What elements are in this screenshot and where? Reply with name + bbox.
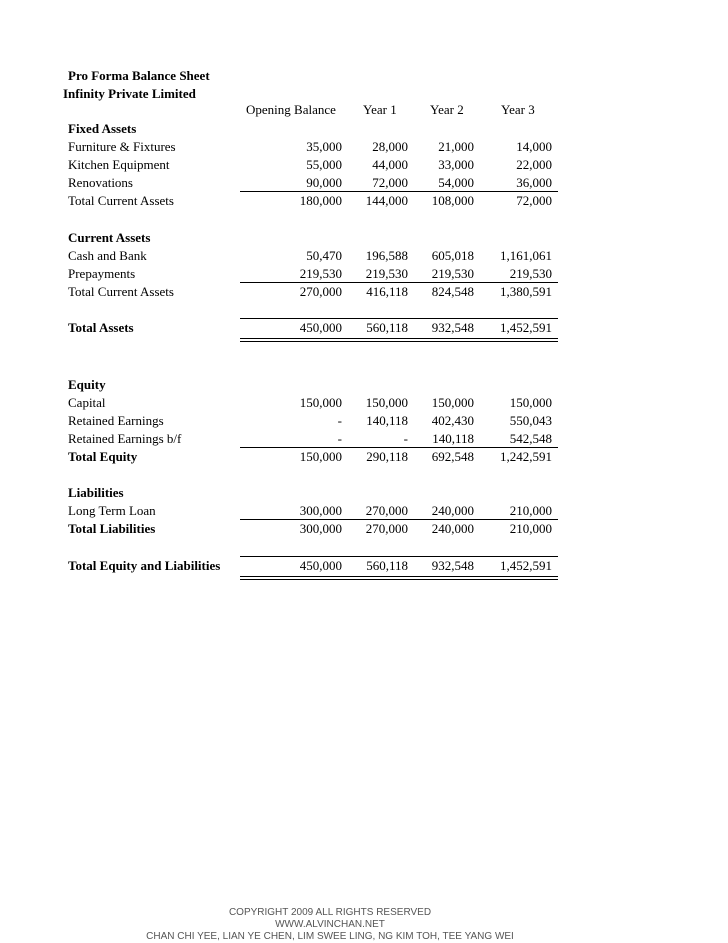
cell-opening: 270,000 [299, 284, 342, 299]
cell-year3: 36,000 [516, 175, 552, 190]
cell-opening: - [337, 413, 342, 428]
cell-year3: 22,000 [516, 157, 552, 172]
cell-year1: 44,000 [372, 157, 408, 172]
cell-opening: 300,000 [299, 503, 342, 518]
section-heading-row [0, 376, 728, 394]
cell-year1: 196,588 [365, 248, 408, 263]
cell-year1: 140,118 [366, 413, 408, 428]
row-label: Renovations [68, 175, 133, 190]
cell-year2: 150,000 [431, 395, 474, 410]
cell-year2: 692,548 [431, 449, 474, 464]
footer-website: WWW.ALVINCHAN.NET [275, 919, 385, 930]
row-label: Total Equity and Liabilities [68, 558, 221, 573]
cell-opening: 300,000 [299, 521, 342, 536]
footer-authors: CHAN CHI YEE, LIAN YE CHEN, LIM SWEE LING, NG KIM TOH, TEE YANG WEI [146, 931, 514, 942]
double-underline [240, 576, 558, 580]
cell-opening: - [337, 431, 342, 446]
grand-total-row [0, 557, 728, 575]
section-heading-row [0, 229, 728, 247]
col-header-opening: Opening Balance [246, 102, 336, 117]
cell-year2: 824,548 [431, 284, 474, 299]
sheet-title: Pro Forma Balance Sheet [68, 68, 210, 83]
grand-total-row [0, 319, 728, 337]
cell-year1: 144,000 [365, 193, 408, 208]
section-heading-row [0, 120, 728, 138]
cell-year3: 210,000 [509, 503, 552, 518]
company-name: Infinity Private Limited [63, 86, 196, 101]
row-label: Retained Earnings [68, 413, 164, 428]
cell-year2: 240,000 [431, 503, 474, 518]
row-label: Prepayments [68, 266, 136, 281]
row-label: Total Equity [68, 449, 138, 464]
cell-year3: 1,380,591 [500, 284, 552, 299]
col-header-year2: Year 2 [430, 102, 464, 117]
cell-year2: 932,548 [431, 320, 474, 335]
cell-year2: 54,000 [438, 175, 474, 190]
cell-year2: 108,000 [431, 193, 474, 208]
row-label: Cash and Bank [68, 248, 147, 263]
cell-year1: 28,000 [372, 139, 408, 154]
cell-opening: 90,000 [306, 175, 342, 190]
total-row [0, 448, 728, 466]
equity-heading: Equity [68, 377, 106, 392]
double-underline [240, 338, 558, 342]
cell-year2: 605,018 [431, 248, 474, 263]
cell-year3: 1,452,591 [500, 558, 552, 573]
cell-year3: 14,000 [516, 139, 552, 154]
table-row [0, 174, 728, 192]
row-label: Long Term Loan [68, 503, 156, 518]
total-row [0, 520, 728, 538]
cell-year3: 72,000 [516, 193, 552, 208]
row-label: Total Liabilities [68, 521, 156, 536]
cell-year2: 240,000 [431, 521, 474, 536]
row-label: Kitchen Equipment [68, 157, 170, 172]
cell-year2: 33,000 [438, 157, 474, 172]
fixed-assets-heading: Fixed Assets [68, 121, 137, 136]
cell-year1: 72,000 [372, 175, 408, 190]
cell-year1: 150,000 [365, 395, 408, 410]
cell-year2: 21,000 [438, 139, 474, 154]
cell-year3: 542,548 [509, 431, 552, 446]
cell-opening: 150,000 [299, 395, 342, 410]
cell-year2: 402,430 [431, 413, 474, 428]
cell-opening: 450,000 [299, 320, 342, 335]
cell-year3: 219,530 [509, 266, 552, 281]
cell-year2: 932,548 [431, 558, 474, 573]
table-row [0, 430, 728, 448]
table-row [0, 265, 728, 283]
cell-year3: 1,452,591 [500, 320, 552, 335]
cell-year3: 550,043 [509, 413, 552, 428]
cell-year3: 1,161,061 [500, 248, 552, 263]
liabilities-heading: Liabilities [68, 485, 124, 500]
cell-year3: 1,242,591 [500, 449, 552, 464]
current-assets-heading: Current Assets [68, 230, 151, 245]
cell-opening: 150,000 [299, 449, 342, 464]
table-row [0, 412, 728, 430]
cell-year1: 219,530 [365, 266, 408, 281]
table-row [0, 502, 728, 520]
cell-opening: 450,000 [299, 558, 342, 573]
cell-year1: - [403, 431, 408, 446]
row-label: Total Current Assets [68, 193, 174, 208]
cell-year3: 210,000 [509, 521, 552, 536]
cell-year1: 290,118 [366, 449, 408, 464]
cell-year3: 150,000 [509, 395, 552, 410]
cell-year1: 560,118 [366, 558, 408, 573]
footer-copyright: COPYRIGHT 2009 ALL RIGHTS RESERVED [228, 907, 432, 918]
section-heading-row [0, 484, 728, 502]
cell-year1: 560,118 [366, 320, 408, 335]
cell-year1: 270,000 [365, 521, 408, 536]
cell-year2: 140,118 [432, 431, 474, 446]
cell-year1: 416,118 [366, 284, 408, 299]
row-label: Total Current Assets [68, 284, 174, 299]
table-row [0, 247, 728, 265]
cell-opening: 50,470 [306, 248, 342, 263]
total-row [0, 283, 728, 301]
row-label: Total Assets [68, 320, 134, 335]
col-header-year1: Year 1 [363, 102, 397, 117]
col-header-year3: Year 3 [501, 102, 535, 117]
row-label: Capital [68, 395, 106, 410]
row-label: Furniture & Fixtures [68, 139, 176, 154]
total-row [0, 192, 728, 210]
cell-opening: 35,000 [306, 139, 342, 154]
cell-opening: 180,000 [299, 193, 342, 208]
cell-year1: 270,000 [365, 503, 408, 518]
table-row [0, 156, 728, 174]
cell-opening: 219,530 [299, 266, 342, 281]
table-row [0, 394, 728, 412]
table-row [0, 138, 728, 156]
cell-year2: 219,530 [431, 266, 474, 281]
row-label: Retained Earnings b/f [68, 431, 182, 446]
cell-opening: 55,000 [306, 157, 342, 172]
